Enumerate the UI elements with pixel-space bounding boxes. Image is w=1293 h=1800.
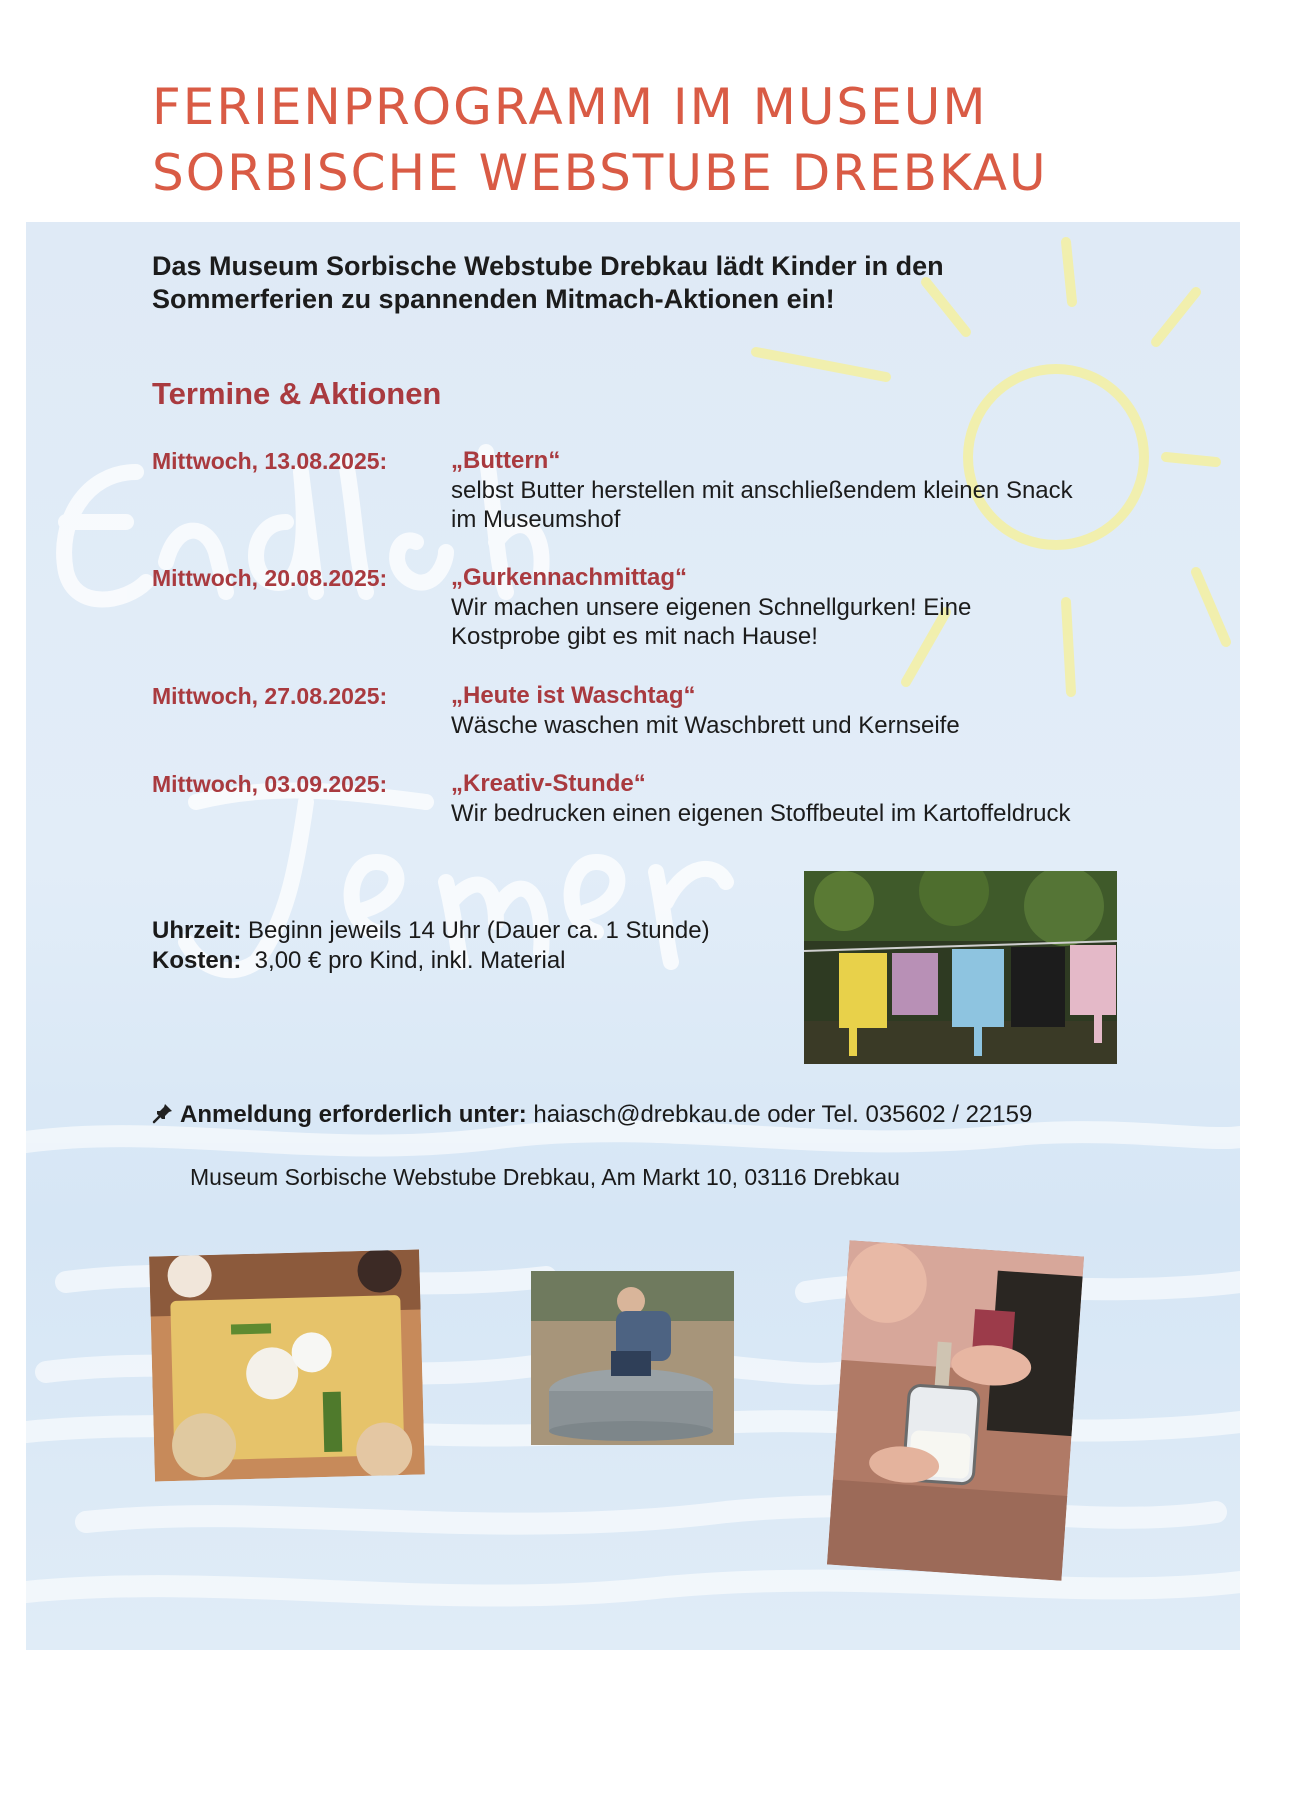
page-title <box>152 74 1048 206</box>
event-item <box>152 563 1152 653</box>
event-date: Mittwoch, 13.08.2025: <box>152 448 388 474</box>
section-title: Termine & Aktionen <box>152 376 442 411</box>
event-name: „Buttern“ <box>451 447 561 474</box>
event-description <box>451 593 1131 651</box>
photo-tote-bags <box>804 871 1117 1064</box>
pin-icon <box>152 1102 174 1124</box>
cost-info <box>152 946 710 976</box>
event-description-line: im Museumshof <box>451 506 621 533</box>
registration-info <box>152 1100 1032 1130</box>
event-description <box>451 799 1131 828</box>
event-description-line: Wir bedrucken einen eigenen Stoffbeutel im Kartoffeldruck <box>451 800 1071 827</box>
cost-value: 3,00 € pro Kind, inkl. Material <box>241 947 566 974</box>
event-date: Mittwoch, 20.08.2025: <box>152 565 388 591</box>
intro-text <box>152 250 1052 316</box>
registration-label: Anmeldung erforderlich unter: <box>180 1101 527 1128</box>
museum-address: Museum Sorbische Webstube Drebkau, Am Markt 10, 03116 Drebkau <box>190 1164 900 1190</box>
event-item <box>152 769 1152 829</box>
time-label: Uhrzeit: <box>152 917 242 944</box>
registration-contact: haiasch@drebkau.de oder Tel. 035602 / 22159 <box>526 1101 1033 1128</box>
event-date: Mittwoch, 27.08.2025: <box>152 683 388 709</box>
title-line-2: SORBISCHE WEBSTUBE DREBKAU <box>152 144 1048 202</box>
photo-cucumber-workshop <box>149 1250 425 1482</box>
event-item <box>152 681 1152 741</box>
event-description <box>451 711 1131 740</box>
event-description-line: selbst Butter herstellen mit anschließendem kleinen Snack <box>451 477 1073 504</box>
intro-line-1: Das Museum Sorbische Webstube Drebkau lädt Kinder in den <box>152 251 944 281</box>
event-name: „Gurkennachmittag“ <box>451 564 688 591</box>
event-name: „Kreativ-Stunde“ <box>451 770 646 797</box>
time-value: Beginn jeweils 14 Uhr (Dauer ca. 1 Stunde) <box>241 917 710 944</box>
event-date: Mittwoch, 03.09.2025: <box>152 771 388 797</box>
cost-label: Kosten: <box>152 947 242 974</box>
intro-line-2: Sommerferien zu spannenden Mitmach-Aktionen ein! <box>152 284 835 314</box>
photo-washing-day <box>531 1271 734 1445</box>
event-description-line: Wir machen unsere eigenen Schnellgurken! Eine <box>451 594 972 621</box>
event-description <box>451 476 1131 534</box>
event-item <box>152 446 1152 536</box>
title-line-1: FERIENPROGRAMM IM MUSEUM <box>152 78 988 136</box>
photo-butter-making <box>827 1240 1084 1581</box>
event-description-line: Wäsche waschen mit Waschbrett und Kernseife <box>451 712 960 739</box>
event-info <box>152 916 710 976</box>
event-description-line: Kostprobe gibt es mit nach Hause! <box>451 623 818 650</box>
time-info <box>152 916 710 946</box>
event-name: „Heute ist Waschtag“ <box>451 682 696 709</box>
